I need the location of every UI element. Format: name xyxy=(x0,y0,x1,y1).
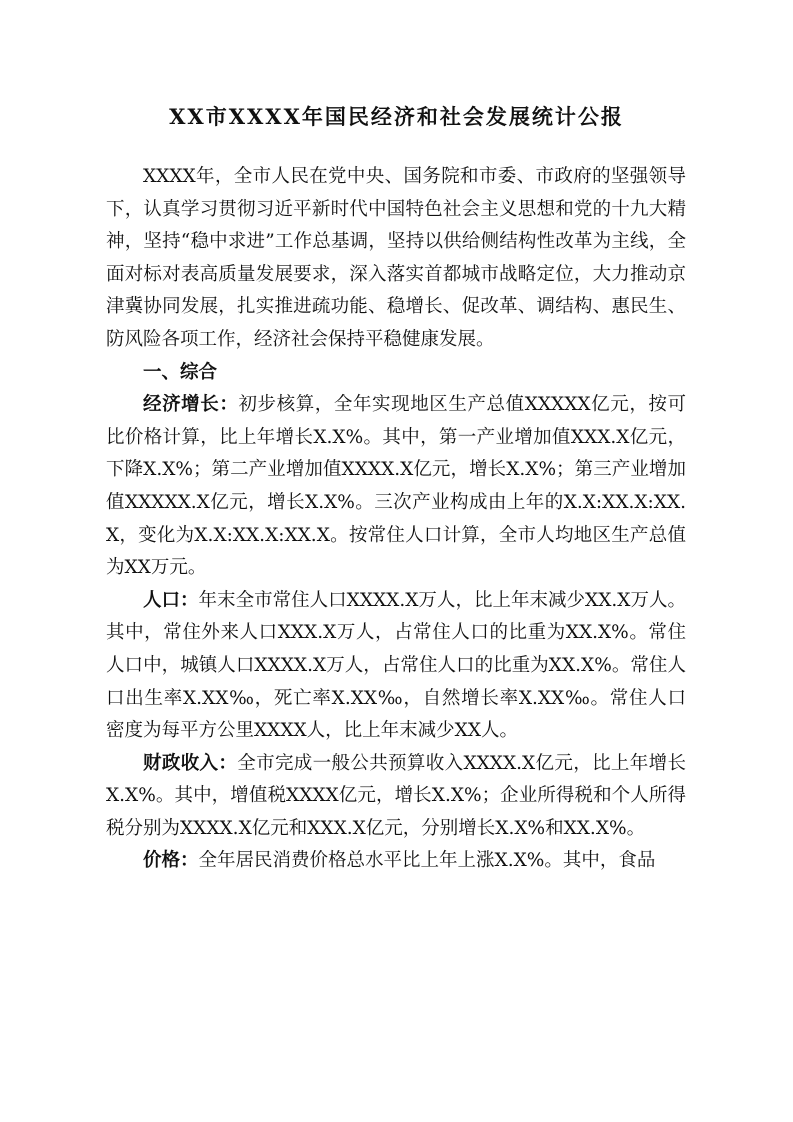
section-heading: 一、综合 xyxy=(143,361,218,383)
population-text: 年末全市常住人口XXXX.X万人，比上年末减少XX.X万人。其中，常住外来人口XXX.X万人，占常住人口的比重为XX.X%。常住人口中，城镇人口XXXX.X万人，占常住人口的比重为XX.X%。常住人口出生率X.XX‰，死亡率X.XX‰，自然增长率X.XX‰。常住人口密度为每平方公里XXXX人，比上年末减少XX人。 xyxy=(106,589,686,742)
revenue-lead: 财政收入： xyxy=(143,752,238,774)
document-title: XX市XXXX年国民经济和社会发展统计公报 xyxy=(169,104,624,129)
population-lead: 人口： xyxy=(143,589,199,611)
prices-paragraph xyxy=(106,845,686,878)
prices-text: 全年居民消费价格总水平比上年上涨X.X%。其中，食品 xyxy=(198,850,656,872)
document-body xyxy=(106,161,686,878)
economy-paragraph xyxy=(106,389,686,585)
intro-paragraph: XXXX年，全市人民在党中央、国务院和市委、市政府的坚强领导下，认真学习贯彻习近平新时代中国特色社会主义思想和党的十九大精神，坚持“稳中求进”工作总基调，坚持以供给侧结构性改革为主线，全面对标对表高质量发展要求，深入落实首都城市战略定位，大力推动京津冀协同发展，扎实推进疏功能、稳增长、促改革、调结构、惠民生、防风险各项工作，经济社会保持平稳健康发展。 xyxy=(106,166,686,350)
revenue-paragraph xyxy=(106,748,686,846)
economy-text: 初步核算，全年实现地区生产总值XXXXX亿元，按可比价格计算，比上年增长X.X%。其中，第一产业增加值XXX.X亿元，下降X.X%；第二产业增加值XXXX.X亿元，增长X.X%；第三产业增加值XXXXX.X亿元，增长X.X%。三次产业构成由上年的X.X:XX.X:XX.X，变化为X.X:XX.X:XX.X。按常住人口计算，全市人均地区生产总值为XX万元。 xyxy=(106,394,686,579)
economy-lead: 经济增长： xyxy=(143,394,239,416)
revenue-text: 全市完成一般公共预算收入XXXX.X亿元，比上年增长X.X%。其中，增值税XXXX亿元，增长X.X%；企业所得税和个人所得税分别为XXXX.X亿元和XXX.X亿元，分别增长X.X%和XX.X%。 xyxy=(106,752,686,839)
prices-lead: 价格： xyxy=(143,850,199,872)
population-paragraph xyxy=(106,585,686,748)
